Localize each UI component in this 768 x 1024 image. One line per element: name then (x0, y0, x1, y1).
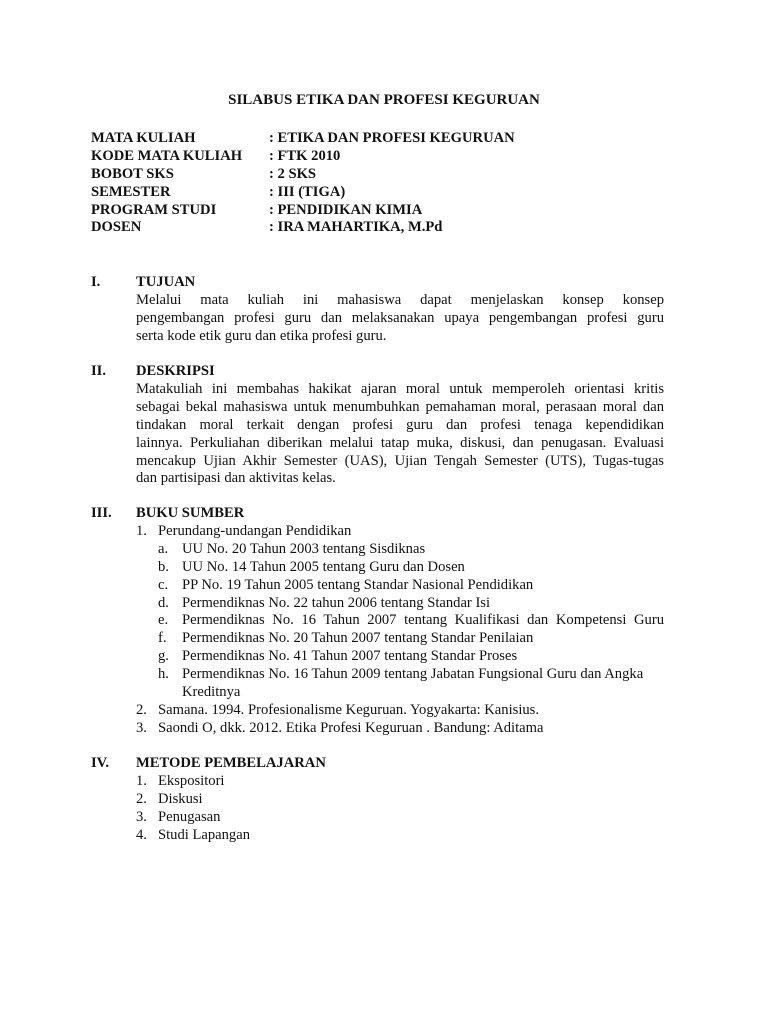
course-info-row (91, 184, 515, 202)
sub-list-item (158, 648, 664, 666)
paragraph-line: sebagai bekal mahasiswa untuk menumbuhkan pemahaman moral, perasaan moral dan (136, 398, 664, 415)
section-body (136, 755, 664, 845)
course-info-label: KODE MATA KULIAH (91, 147, 243, 164)
section-body (136, 274, 664, 346)
section-heading: METODE PEMBELAJARAN (136, 755, 326, 771)
course-info-value: : III (TIGA) (269, 183, 346, 200)
sub-list-item (158, 559, 664, 577)
paragraph-line: Melalui mata kuliah ini mahasiswa dapat menjelaskan konsep konsep (136, 291, 664, 308)
paragraph-line: serta kode etik guru dan etika profesi guru. (136, 327, 387, 344)
list-marker: 3. (136, 719, 147, 736)
regulation-list (158, 541, 664, 702)
list-marker: 2. (136, 790, 147, 807)
list-marker: g. (158, 648, 169, 665)
section-metode (91, 755, 671, 845)
method-list (136, 773, 664, 845)
course-info-row (91, 148, 515, 166)
course-info-label: PROGRAM STUDI (91, 201, 217, 218)
course-info-value: : FTK 2010 (269, 147, 341, 164)
paragraph-line: lainnya. Perkuliahan diberikan melalui tatap muka, diskusi, dan penugasan. Evaluasi (136, 434, 664, 451)
section-buku-sumber (91, 505, 671, 738)
page-title: SILABUS ETIKA DAN PROFESI KEGURUAN (228, 92, 540, 108)
sub-list-item-text: UU No. 20 Tahun 2003 tentang Sisdiknas (182, 540, 426, 557)
course-info-row (91, 202, 515, 220)
sub-list-item-text: Permendiknas No. 16 Tahun 2007 tentang Kualifikasi dan Kompetensi Guru (182, 612, 664, 629)
sub-list-item (158, 595, 664, 613)
section-body (136, 363, 664, 488)
section-deskripsi (91, 363, 671, 488)
list-marker: a. (158, 540, 169, 557)
sub-list-item-text: UU No. 14 Tahun 2005 tentang Guru dan Dosen (182, 558, 465, 575)
sub-list-item (158, 630, 664, 648)
section-heading: TUJUAN (136, 274, 196, 290)
list-marker: c. (158, 576, 169, 593)
list-item (136, 523, 664, 702)
list-marker: 1. (136, 522, 147, 539)
reference-list (136, 523, 664, 738)
sub-list-item-text: Permendiknas No. 16 Tahun 2009 tentang Jabatan Fungsional Guru dan Angka Kreditnya (182, 666, 644, 701)
list-item-text: Penugasan (158, 808, 221, 825)
sub-list-item (158, 666, 666, 702)
course-info-label: SEMESTER (91, 183, 171, 200)
paragraph-line: tindakan moral terkait dengan profesi guru dan profesi tenaga kependidikan (136, 416, 664, 433)
course-info-row (91, 130, 515, 148)
list-marker: 3. (136, 808, 147, 825)
list-marker: 4. (136, 826, 147, 843)
list-item (136, 702, 664, 720)
section-number: III. (91, 505, 112, 521)
sub-list-item-text: Permendiknas No. 20 Tahun 2007 tentang Standar Penilaian (182, 630, 534, 647)
list-item (136, 827, 664, 845)
section-number: IV. (91, 755, 109, 771)
course-info-value: : PENDIDIKAN KIMIA (269, 201, 423, 218)
list-marker: h. (158, 666, 169, 683)
list-marker: b. (158, 558, 169, 575)
list-item-text: Ekspositori (158, 772, 225, 789)
sub-list-item (158, 577, 664, 595)
list-item-text: Studi Lapangan (158, 826, 251, 843)
course-info-label: DOSEN (91, 219, 142, 236)
paragraph-line: dan partisipasi dan aktivitas kelas. (136, 470, 336, 487)
sub-list-item (158, 541, 664, 559)
sub-list-item-text: PP No. 19 Tahun 2005 tentang Standar Nasional Pendidikan (182, 576, 534, 593)
paragraph-line: mencakup Ujian Akhir Semester (UAS), Ujian Tengah Semester (UTS), Tugas-tugas (136, 452, 664, 469)
list-marker: d. (158, 594, 169, 611)
list-item (136, 809, 664, 827)
course-info-label: MATA KULIAH (91, 130, 196, 146)
list-item (136, 720, 664, 738)
section-heading: DESKRIPSI (136, 363, 215, 379)
list-item-text: Diskusi (158, 790, 203, 807)
sub-list-item-text: Permendiknas No. 22 tahun 2006 tentang Standar Isi (182, 594, 491, 611)
section-number: II. (91, 363, 107, 379)
list-item-text: Saondi O, dkk. 2012. Etika Profesi Keguruan . Bandung: Aditama (158, 719, 544, 736)
course-info-row (91, 166, 515, 184)
course-info-value: : 2 SKS (269, 165, 317, 182)
sub-list-item (158, 612, 664, 630)
course-info-value: : IRA MAHARTIKA, M.Pd (269, 219, 443, 236)
section-number: I. (91, 274, 101, 290)
course-info (91, 130, 515, 237)
course-info-value: : ETIKA DAN PROFESI KEGURUAN (269, 130, 515, 146)
list-item-text: Perundang-undangan Pendidikan (158, 522, 352, 539)
list-marker: e. (158, 612, 169, 629)
section-heading: BUKU SUMBER (136, 505, 245, 521)
list-marker: f. (158, 630, 167, 647)
course-info-row (91, 219, 515, 237)
paragraph-line: pengembangan profesi guru dan melaksanakan upaya pengembangan profesi guru (136, 309, 664, 326)
section-tujuan (91, 274, 671, 346)
list-item (136, 791, 664, 809)
list-marker: 2. (136, 701, 147, 718)
list-item (136, 773, 664, 791)
section-body (136, 505, 664, 738)
paragraph-line: Matakuliah ini membahas hakikat ajaran moral untuk memperoleh orientasi kritis (136, 380, 664, 397)
sub-list-item-text: Permendiknas No. 41 Tahun 2007 tentang Standar Proses (182, 648, 518, 665)
list-item-text: Samana. 1994. Profesionalisme Keguruan. Yogyakarta: Kanisius. (158, 701, 539, 718)
list-marker: 1. (136, 772, 147, 789)
course-info-label: BOBOT SKS (91, 165, 174, 182)
